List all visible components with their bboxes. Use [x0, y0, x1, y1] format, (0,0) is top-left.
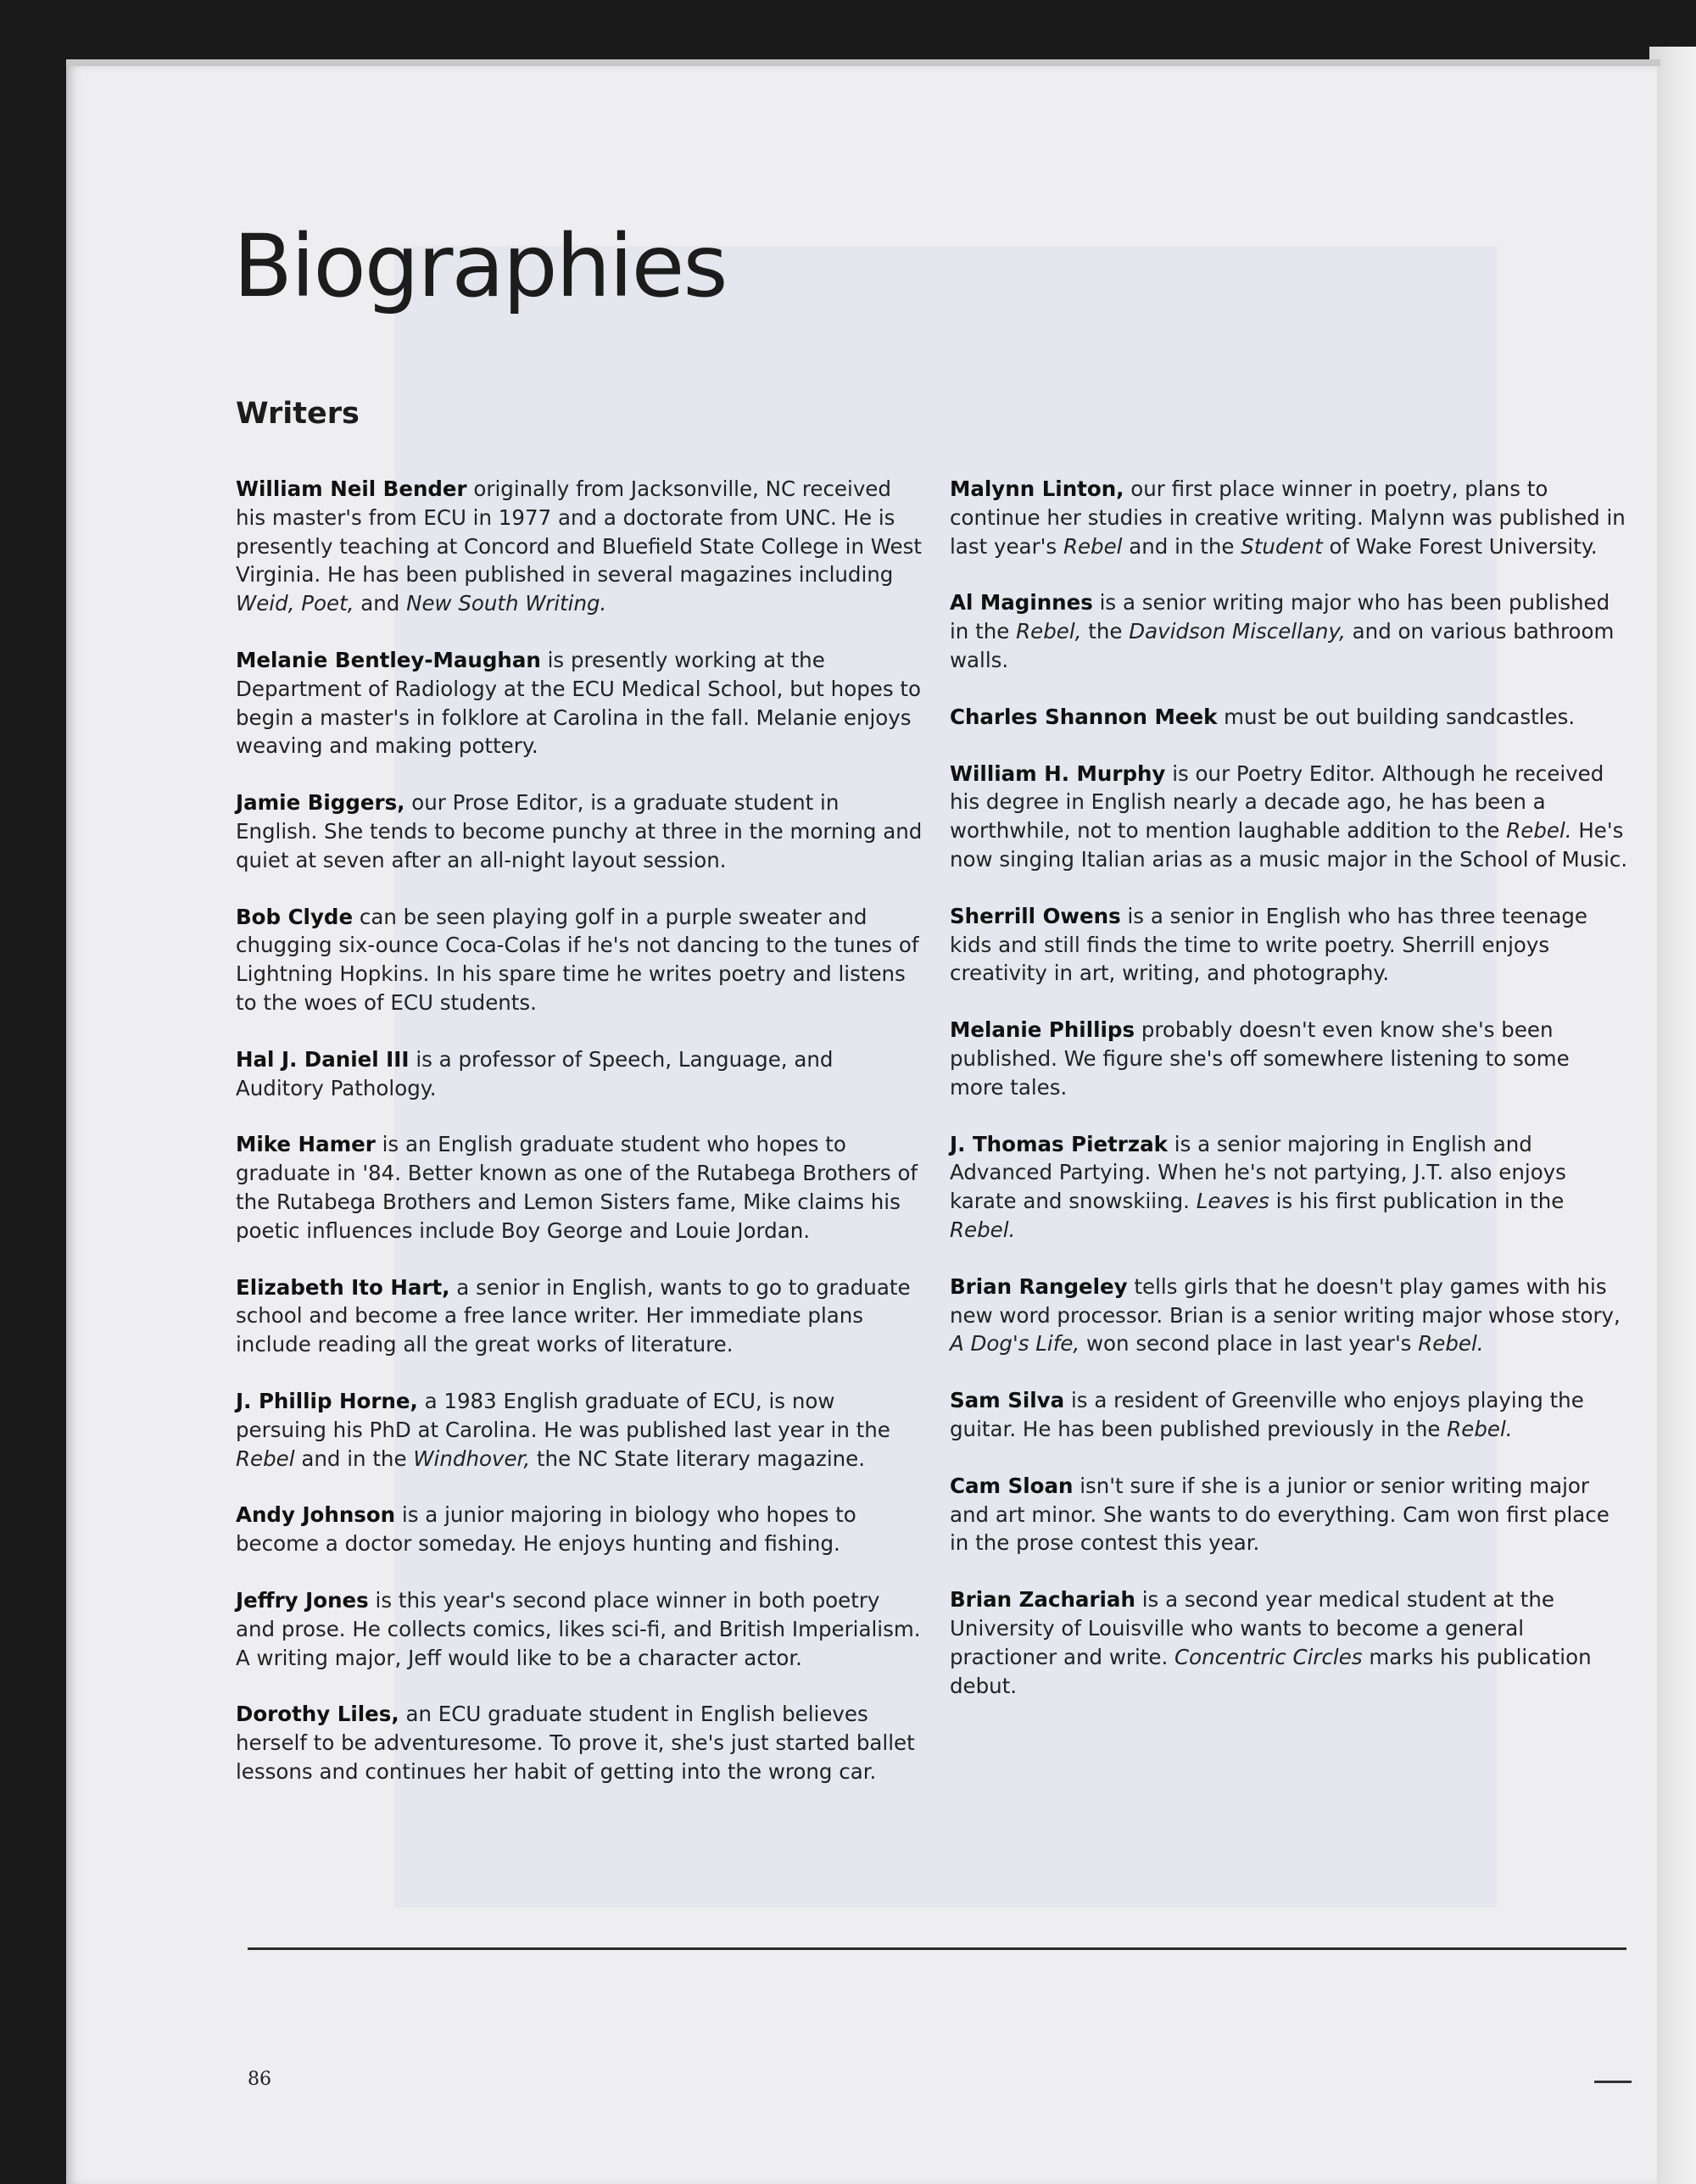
footer-rule	[248, 1947, 1626, 1950]
bio-text: probably doesn't even know she's been published. We figure she's off somewhere listening to some more tales.	[950, 1017, 1570, 1100]
bio-text: is our Poetry Editor. Although he received his degree in English nearly a decade ago, he has been a worthwhile, not to mention laughable addition to the	[950, 760, 1604, 844]
bio-title-italic: Rebel.	[1418, 1331, 1484, 1357]
bio-name: Charles Shannon Meek	[950, 704, 1218, 729]
bio-name: Dorothy Liles,	[236, 1702, 399, 1727]
bio-text: is a senior writing major who has been published in the	[950, 590, 1610, 644]
bio-entry	[950, 902, 1628, 988]
bio-text: He's now singing Italian arias as a music major in the School of Music.	[950, 818, 1628, 872]
bio-text: is a senior majoring in English and Advanced Partying. When he's not partying, J.T. also enjoys karate and snowskiing.	[950, 1131, 1566, 1214]
bio-entry	[950, 1016, 1628, 1101]
bio-entry	[950, 1386, 1628, 1444]
bio-text: can be seen playing golf in a purple sweater and chugging six-ounce Coca-Colas if he's not dancing to the tunes of Lightning Hopkins. In his spare time he writes poetry and listens to the woes of ECU students.	[236, 904, 919, 1015]
bio-text: is a junior majoring in biology who hopes to become a doctor someday. He enjoys hunting and fishing.	[236, 1502, 856, 1557]
bio-entry	[950, 1273, 1628, 1358]
bio-text: marks his publication debut.	[950, 1644, 1592, 1698]
bio-entry	[236, 1130, 923, 1245]
bio-column-left	[236, 475, 923, 1814]
bio-entry	[950, 475, 1628, 560]
bio-name: Malynn Linton,	[950, 476, 1124, 501]
bio-name: Al Maginnes	[950, 590, 1093, 616]
bio-name: Jeffry Jones	[236, 1587, 369, 1613]
page-title: Biographies	[233, 216, 727, 317]
bio-title-italic: Concentric Circles	[1174, 1644, 1363, 1669]
bio-text: won second place in last year's	[1080, 1331, 1419, 1357]
bio-entry	[236, 1700, 923, 1786]
bio-name: J. Phillip Horne,	[236, 1388, 418, 1413]
bio-name: Mike Hamer	[236, 1132, 376, 1157]
bio-text: and in the	[294, 1446, 414, 1471]
bio-text: is his first publication in the	[1269, 1189, 1565, 1214]
section-heading: Writers	[236, 397, 360, 431]
bio-name: Brian Rangeley	[950, 1273, 1128, 1299]
bio-name: Brian Zachariah	[950, 1587, 1135, 1613]
page-top-edge	[66, 59, 1660, 66]
bio-entry	[950, 588, 1628, 674]
bio-text: is a resident of Greenville who enjoys playing the guitar. He has been published previously in the	[950, 1388, 1584, 1441]
bio-name: Sam Silva	[950, 1388, 1065, 1413]
bio-title-italic: New South Writing.	[406, 591, 607, 616]
bio-entry	[236, 1387, 923, 1473]
bio-title-italic: Rebel.	[1506, 818, 1572, 844]
bio-text: our first place winner in poetry, plans to continue her studies in creative writing. Malynn was published in last year's	[950, 476, 1626, 559]
bio-name: Andy Johnson	[236, 1502, 396, 1528]
bio-name: Cam Sloan	[950, 1473, 1074, 1498]
bio-entry	[236, 475, 923, 618]
bio-text: is an English graduate student who hopes to graduate in '84. Better known as one of the Rutabega Brothers of the Rutabega Brothers and Lemon Sisters fame, Mike claims his poetic influences include Boy George and Louie Jordan.	[236, 1132, 918, 1243]
bio-title-italic: Weid, Poet,	[236, 591, 354, 616]
bio-entry	[950, 1585, 1628, 1700]
bio-entry	[236, 903, 923, 1017]
bio-text: an ECU graduate student in English believes herself to be adventuresome. To prove it, she's just started ballet lessons and continues her habit of getting into the wrong car.	[236, 1702, 915, 1784]
bio-entry	[236, 788, 923, 874]
bio-entry	[950, 1130, 1628, 1245]
bio-entry	[236, 1273, 923, 1359]
bio-entry	[236, 1501, 923, 1558]
bio-text: and in the	[1122, 533, 1241, 559]
bio-entry	[236, 1045, 923, 1103]
bio-title-italic: Rebel.	[950, 1217, 1016, 1242]
bio-entry	[950, 760, 1628, 874]
bio-title-italic: Rebel	[236, 1446, 295, 1471]
bio-text: a senior in English, wants to go to graduate school and become a free lance writer. Her immediate plans include reading all the great works of literature.	[236, 1274, 911, 1357]
bio-entry	[950, 1472, 1628, 1557]
bio-text: is a professor of Speech, Language, and Auditory Pathology.	[236, 1046, 834, 1100]
bio-title-italic: Leaves	[1196, 1189, 1269, 1214]
bio-text: is presently working at the Department of Radiology at the ECU Medical School, but hopes to begin a master's in folklore at Carolina in the fall. Melanie enjoys weaving and making pottery.	[236, 647, 921, 759]
bio-name: Melanie Bentley-Maughan	[236, 647, 541, 672]
bio-text: the	[1081, 619, 1130, 644]
bio-title-italic: A Dog's Life,	[950, 1331, 1080, 1357]
bio-column-right	[950, 475, 1628, 1728]
bio-title-italic: Rebel.	[1447, 1416, 1513, 1441]
bio-text: is a second year medical student at the University of Louisville who wants to become a general practioner and write.	[950, 1587, 1554, 1669]
bio-title-italic: Windhover,	[413, 1446, 531, 1471]
margin-dash	[1594, 2081, 1632, 2083]
bio-text: isn't sure if she is a junior or senior writing major and art minor. She wants to do everything. Cam won first place in the prose contest this year.	[950, 1473, 1610, 1556]
bio-title-italic: Rebel,	[1016, 619, 1082, 644]
bio-text: is this year's second place winner in both poetry and prose. He collects comics, likes sci-fi, and British Imperialism. A writing major, Jeff would like to be a character actor.	[236, 1587, 921, 1670]
bio-text: of Wake Forest University.	[1322, 533, 1598, 559]
bio-name: J. Thomas Pietrzak	[950, 1131, 1168, 1156]
bio-name: Melanie Phillips	[950, 1017, 1135, 1043]
bio-name: William H. Murphy	[950, 760, 1166, 786]
bio-name: William Neil Bender	[236, 476, 467, 501]
bio-text: a 1983 English graduate of ECU, is now persuing his PhD at Carolina. He was published last year in the	[236, 1388, 890, 1442]
bio-entry	[950, 703, 1628, 732]
bio-entry	[236, 1586, 923, 1672]
bio-name: Elizabeth Ito Hart,	[236, 1274, 450, 1300]
bio-entry	[236, 646, 923, 760]
bio-text: the NC State literary magazine.	[530, 1446, 866, 1471]
bio-name: Sherrill Owens	[950, 903, 1121, 928]
bio-text: tells girls that he doesn't play games with his new word processor. Brian is a senior writing major whose story,	[950, 1273, 1621, 1328]
bio-name: Jamie Biggers,	[236, 790, 405, 816]
bio-title-italic: Student	[1241, 533, 1323, 559]
bio-title-italic: Davidson Miscellany,	[1129, 619, 1346, 644]
bio-text: originally from Jacksonville, NC received his master's from ECU in 1977 and a doctorate from UNC. He is presently teaching at Concord and Bluefield State College in West Virginia. He has been published in several magazines including	[236, 476, 923, 588]
bio-name: Hal J. Daniel III	[236, 1046, 410, 1072]
page-number: 86	[248, 2069, 271, 2090]
bio-text: must be out building sandcastles.	[1217, 704, 1576, 729]
bio-text: and on various bathroom walls.	[950, 619, 1615, 672]
bio-name: Bob Clyde	[236, 904, 354, 929]
bio-text: our Prose Editor, is a graduate student in English. She tends to become punchy at three in the morning and quiet at seven after an all-night layout session.	[236, 790, 923, 872]
bio-title-italic: Rebel	[1063, 533, 1123, 559]
bio-text: is a senior in English who has three teenage kids and still finds the time to write poetry. Sherrill enjoys creativity in art, writing, and photography.	[950, 903, 1588, 986]
bio-text: and	[354, 591, 407, 616]
